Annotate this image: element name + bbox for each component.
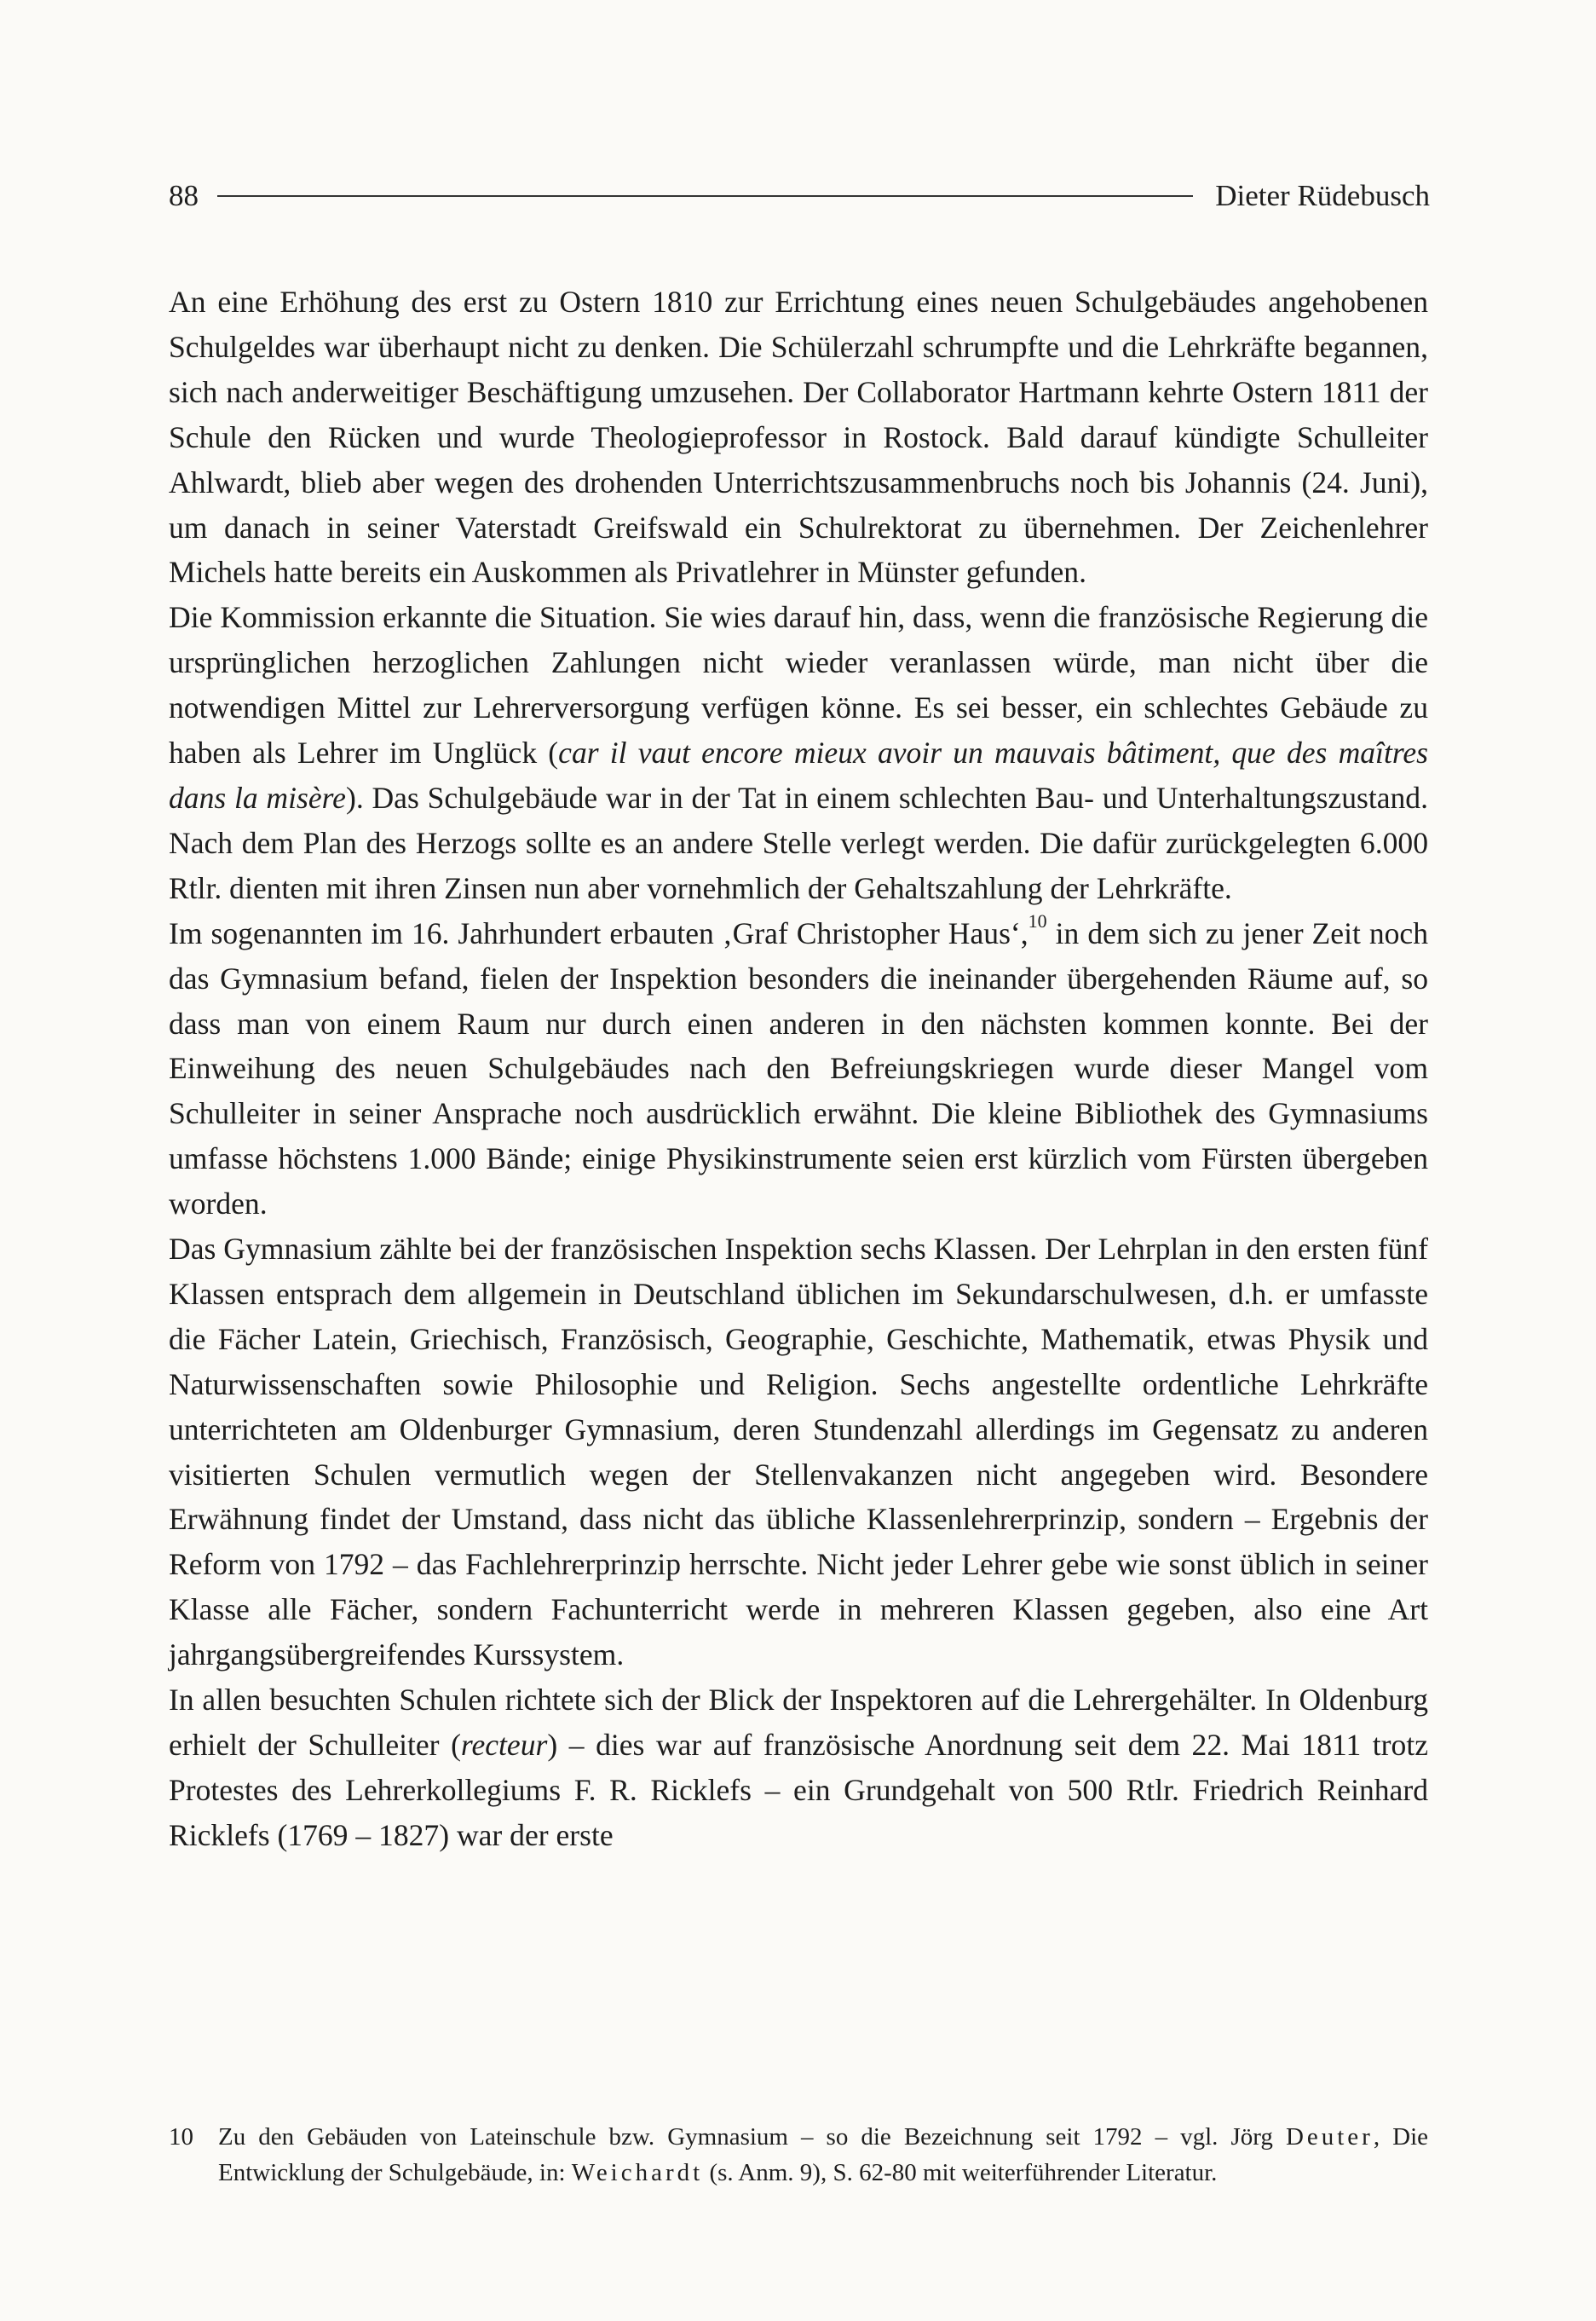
footnote-text-c: (s. Anm. 9), S. 62-80 mit weiterführender Literatur. [703,2159,1218,2186]
paragraph-1-text: An eine Erhöhung des erst zu Ostern 1810 zur Errichtung eines neuen Schulgebäudes angehobenen Schulgeldes war überhaupt nicht zu denken. Die Schülerzahl schrumpfte und die Lehrkräfte begannen, sich nach anderweitiger Beschäftigung umzusehen. Der Collaborator Hartmann kehrte Ostern 1811 der Schule den Rücken und wurde Theologieprofessor in Rostock. Bald darauf kündigte Schulleiter Ahlwardt, blieb aber wegen des drohenden Unterrichtszusammenbruchs noch bis Johannis (24. Juni), um danach in seiner Vaterstadt Greifswald ein Schulrektorat zu übernehmen. Der Zeichenlehrer Michels hatte bereits ein Auskommen als Privatlehrer in Münster gefunden. [169,285,1428,590]
paragraph-2 [169,595,1428,910]
running-head-author: Dieter Rüdebusch [1215,179,1430,212]
paragraph-2-french-quote: car il vaut encore mieux avoir un mauvais bâtiment, que des maîtres dans la misère [169,736,1428,815]
paragraph-4-text: Das Gymnasium zählte bei der französischen Inspektion sechs Klassen. Der Lehrplan in den ersten fünf Klassen entsprach dem allgemein in Deutschland üblichen im Sekundarschulwesen, d.h. er umfasste die Fächer Latein, Griechisch, Französisch, Geographie, Geschichte, Mathematik, etwas Physik und Naturwissenschaften sowie Philosophie und Religion. Sechs angestellte ordentliche Lehrkräfte unterrichteten am Oldenburger Gymnasium, deren Stundenzahl allerdings im Gegensatz zu anderen visitierten Schulen vermutlich wegen der Stellenvakanzen nicht angegeben wird. Besondere Erwähnung findet der Umstand, dass nicht das übliche Klassenlehrerprinzip, sondern – Ergebnis der Reform von 1792 – das Fachlehrerprinzip herrschte. Nicht jeder Lehrer gebe wie sonst üblich in seiner Klasse alle Fächer, sondern Fachunterricht werde in mehreren Klassen gegeben, also eine Art jahrgangsübergreifendes Kurssystem. [169,1232,1428,1672]
page-number: 88 [169,179,199,212]
footnote [169,2119,1428,2191]
paragraph-2-text-a: Die Kommission erkannte die Situation. Sie wies darauf hin, dass, wenn die französische Regierung die ursprünglichen herzoglichen Zahlungen nicht wieder veranlassen würde, man nicht über die notwendigen Mittel zur Lehrerversorgung verfügen könne. Es sei besser, ein schlechtes Gebäude zu haben als Lehrer im Unglück ( [169,600,1428,771]
footnote-editor-name: Weichardt [571,2159,704,2186]
paragraph-4 [169,1227,1428,1677]
paragraph-5-italic-term: recteur [460,1728,548,1762]
paragraph-2-text-b: ). Das Schulgebäude war in der Tat in einem schlechten Bau- und Unterhaltungszustand. Nach dem Plan des Herzogs sollte es an andere Stelle verlegt werden. Die dafür zurückgelegten 6.000 Rtlr. dienten mit ihren Zinsen nun aber vornehmlich der Gehaltszahlung der Lehrkräfte. [169,780,1428,905]
footnote-text [218,2119,1428,2191]
footnote-author-name: Deuter [1285,2123,1374,2151]
paragraph-5-text-a: In allen besuchten Schulen richtete sich der Blick der Inspektoren auf die Lehrergehälter. In Oldenburg erhielt der Schulleiter ( [169,1683,1428,1762]
footnote-number: 10 [169,2123,193,2151]
paragraph-3-text-b: in dem sich zu jener Zeit noch das Gymnasium befand, fielen der Inspektion besonders die ineinander übergehenden Räume auf, so dass man von einem Raum nur durch einen anderen in den nächsten kommen konnte. Bei der Einweihung des neuen Schulgebäudes nach den Befreiungskriegen wurde dieser Mangel vom Schulleiter in seiner Ansprache noch ausdrücklich erwähnt. Die kleine Bibliothek des Gymnasiums umfasse höchstens 1.000 Bände; einige Physikinstrumente seien erst kürzlich vom Fürsten übergeben worden. [169,915,1428,1221]
paragraph-3-text-a: Im sogenannten im 16. Jahrhundert erbauten ‚Graf Christopher Haus‘, [169,915,1028,950]
body-text [169,280,1428,1858]
footnote-text-a: Zu den Gebäuden von Lateinschule bzw. Gymnasium – so die Bezeichnung seit 1792 – vgl. Jörg [218,2123,1286,2151]
paragraph-5 [169,1677,1428,1858]
paragraph-1 [169,280,1428,595]
paragraph-3 [169,911,1428,1227]
paragraph-5-text-b: ) – dies war auf französische Anordnung seit dem 22. Mai 1811 trotz Protestes des Lehrerkollegiums F. R. Ricklefs – ein Grundgehalt von 500 Rtlr. Friedrich Reinhard Ricklefs (1769 – 1827) war der erste [169,1728,1428,1852]
running-header [169,170,1430,222]
footnote-text-b: , Die Entwicklung der Schulgebäude, in: [218,2123,1429,2186]
footnote-reference: 10 [1028,909,1047,932]
header-rule [217,195,1193,197]
